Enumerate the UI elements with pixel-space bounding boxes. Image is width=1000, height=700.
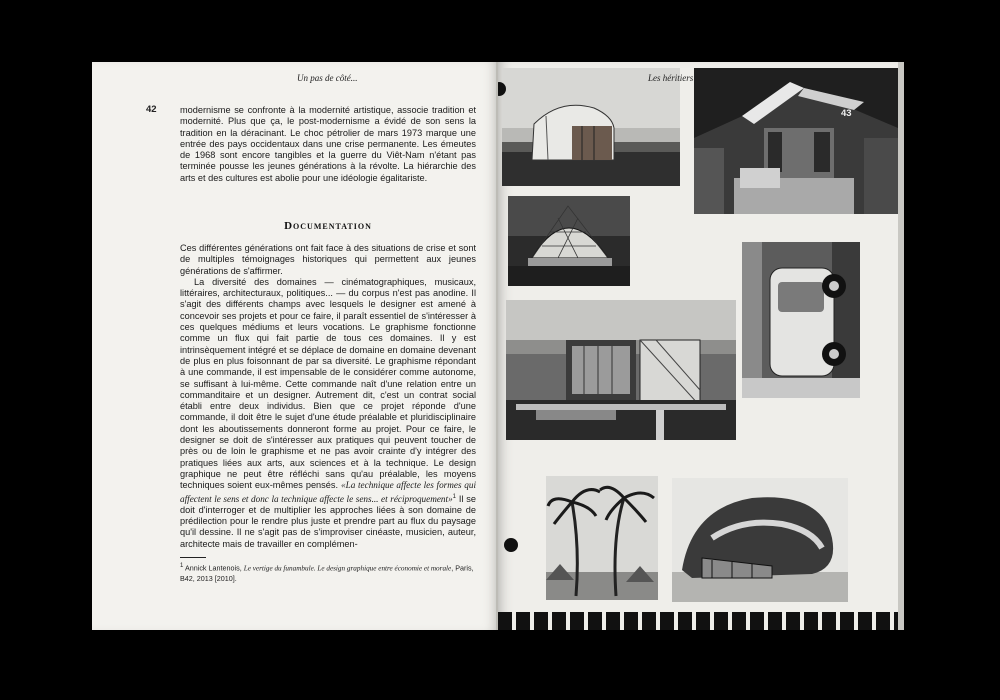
page-number-right: 43 xyxy=(841,108,852,119)
page-edge xyxy=(898,62,904,630)
photo-geodesic-dome xyxy=(508,196,630,286)
photo-construction-site xyxy=(506,300,736,440)
open-book xyxy=(92,62,904,630)
right-page xyxy=(498,62,904,630)
paragraph-2-main: La diversité des domaines — cinématographiques, musicaux, littéraires, architecturaux, politiques... — du corpus n'est pas anodine. Il s'agit des différents champs avec lesquels le designer est amené à concevoir ses projets et pour ce faire, il paraît essentiel de s'intéresser à ces quelques médiums et leurs vocations. Le graphisme fonctionne comme un flux qui fait partie de tous ces domaines. Il y est intrinsèquement intégré et se déplace de domaine en domaine devenant de plus en plus foisonnant de par sa diversité. Le graphisme répondant à une commande, il est impensable de le considérer comme autonome, se suffisant à lui-même. Cette commande naît d'une relation entre un commanditaire et un designer. Autrement dit, c'est un contrat social établi entre deux individus. Bien que ce projet réponde d'une commande, il doit être le sujet d'une étude préalable et pluridisciplinaire dont les aboutissements donneront forme au projet. Pour ce faire, le designer se doit de s'intéresser aux pratiques qui peuvent toucher de près ou de loin le graphisme et ne pas avoir crainte d'y intégrer des pratiques liées aux arts, aux sciences et à la technique. Le design graphique ne peut être réfléchi sans qu'au préalable, les moyens techniques soient eux-mêmes pensés. xyxy=(180,276,476,491)
quote-note-ref[interactable]: 1 xyxy=(452,493,457,500)
photo-attic-interior xyxy=(694,68,898,214)
footnote-rule xyxy=(180,557,206,558)
photo-dome-house-field xyxy=(502,68,680,186)
punch-hole xyxy=(504,538,518,552)
paragraph-1: Ces différentes générations ont fait face à des situations de crise et sont de multiples témoignages historiques qui permettent aux jeunes générations de s'affirmer. xyxy=(180,243,476,276)
running-head-left: Un pas de côté... xyxy=(297,73,358,83)
left-page xyxy=(92,62,498,630)
photo-palm-trees-huts xyxy=(546,476,658,600)
footnote-publisher: , Paris, B42, 2013 [2010]. xyxy=(180,563,474,583)
paragraph-2-end: Il se doit d'interroger et de multiplier les approches liées à son domaine de prédilection pour le rendre plus juste et prendre part au flux du paysage qu'il dessine. Il ne s'agit pas de s'improviser cinéaste, musicien, auteur, architecte mais de travailler en complémen- xyxy=(180,493,476,549)
bottom-bleed-strip xyxy=(498,612,904,630)
opening-paragraph xyxy=(180,105,476,184)
photo-boulder-shelter xyxy=(672,478,848,602)
quote: «La technique affecte les formes qui affectent le sens et donc la technique affecte le sens... et réciproquement» xyxy=(180,480,476,504)
footnote-number: 1 xyxy=(180,563,184,569)
photo-overturned-car xyxy=(742,242,860,398)
main-body xyxy=(180,243,476,550)
opening-paragraph-text: modernisme se confronte à la modernité artistique, associe tradition et modernité. Plus que ça, le post-modernisme a évidé de son sens la tradition en la déracinant. Le choc pétrolier de mars 1973 marque une entrée des pays occidentaux dans une crise permanente. Les émeutes de 1968 sont encore tangibles et la guerre du Viêt-Nam n'étant pas terminée pousse les jeunes générations à la révolte. La hiérarchie des arts et des cultures est abolie pour une idéologie égalitariste. xyxy=(180,105,476,183)
footnote xyxy=(180,562,476,583)
running-head-right: Les héritiers xyxy=(648,73,694,83)
paragraph-2 xyxy=(180,277,476,550)
page-number-left: 42 xyxy=(146,104,157,115)
footnote-author: Annick Lantenois, xyxy=(184,563,242,573)
footnote-title: Le vertige du funambule. Le design graphique entre économie et morale xyxy=(243,564,452,573)
section-title: Documentation xyxy=(284,220,372,232)
